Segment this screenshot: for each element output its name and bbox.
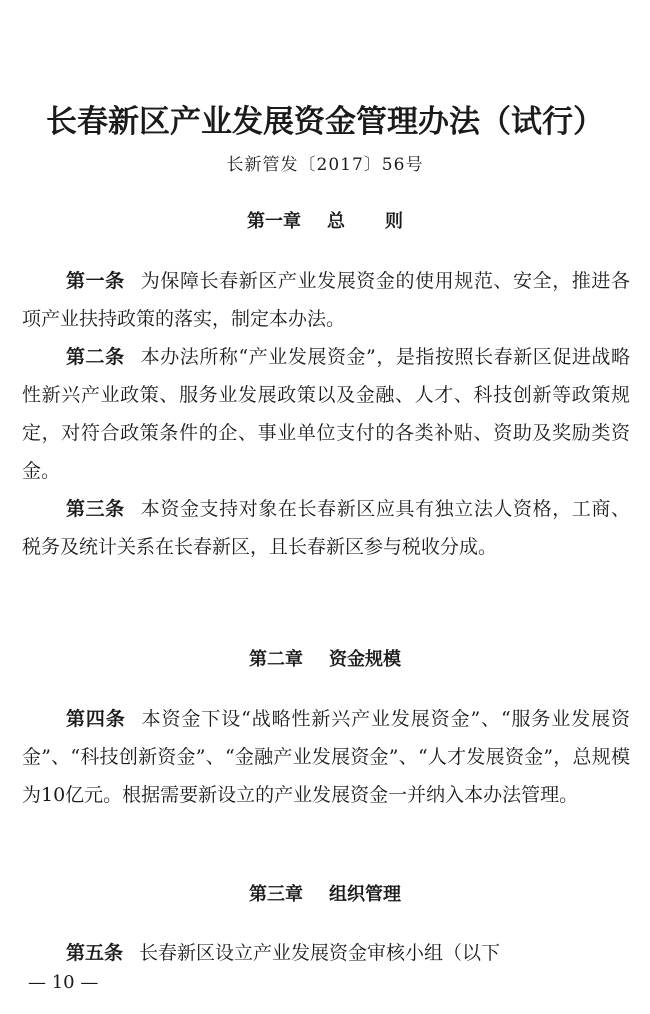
article-label: 第五条 (66, 942, 124, 964)
article-label: 第一条 (66, 270, 125, 292)
page-number: — 10 — (28, 972, 99, 993)
article-text: 本资金支持对象在长春新区应具有独立法人资格，工商、税务及统计关系在长春新区，且长春新区参与税收分成。 (22, 498, 630, 558)
article-text: 本资金下设“战略性新兴产业发展资金”、“服务业发展资金”、“科技创新资金”、“金融产业发展资金”、“人才发展资金”，总规模为10亿元。根据需要新设立的产业发展资金一并纳入本办法管理。 (22, 708, 630, 806)
article-3 (22, 490, 630, 566)
article-text: 为保障长春新区产业发展资金的使用规范、安全，推进各项产业扶持政策的落实，制定本办法。 (22, 270, 630, 330)
chapter-number: 第二章 (249, 649, 303, 670)
article-5 (22, 934, 630, 972)
chapter-title: 总 (327, 211, 345, 232)
chapter-number: 第一章 (247, 211, 301, 232)
article-label: 第二条 (66, 346, 125, 368)
article-2 (22, 338, 630, 490)
chapter-2-heading (0, 645, 650, 671)
article-text: 本办法所称“产业发展资金”，是指按照长春新区促进战略性新兴产业政策、服务业发展政策以及金融、人才、科技创新等政策规定，对符合政策条件的企、事业单位支付的各类补贴、资助及奖励类资金。 (22, 346, 630, 482)
chapter-title: 组织管理 (329, 884, 401, 905)
chapter-3-heading (0, 880, 650, 906)
article-4 (22, 700, 630, 814)
article-text: 长春新区设立产业发展资金审核小组（以下 (139, 942, 501, 964)
article-label: 第三条 (66, 498, 125, 520)
document-title: 长春新区产业发展资金管理办法（试行） (46, 104, 604, 140)
article-label: 第四条 (66, 708, 126, 730)
document-number: 长新管发〔2017〕56号 (226, 155, 424, 175)
chapter-1-heading (0, 207, 650, 233)
chapter-title: 则 (385, 211, 403, 232)
chapter-number: 第三章 (249, 884, 303, 905)
article-1 (22, 262, 630, 338)
chapter-title: 资金规模 (329, 649, 401, 670)
